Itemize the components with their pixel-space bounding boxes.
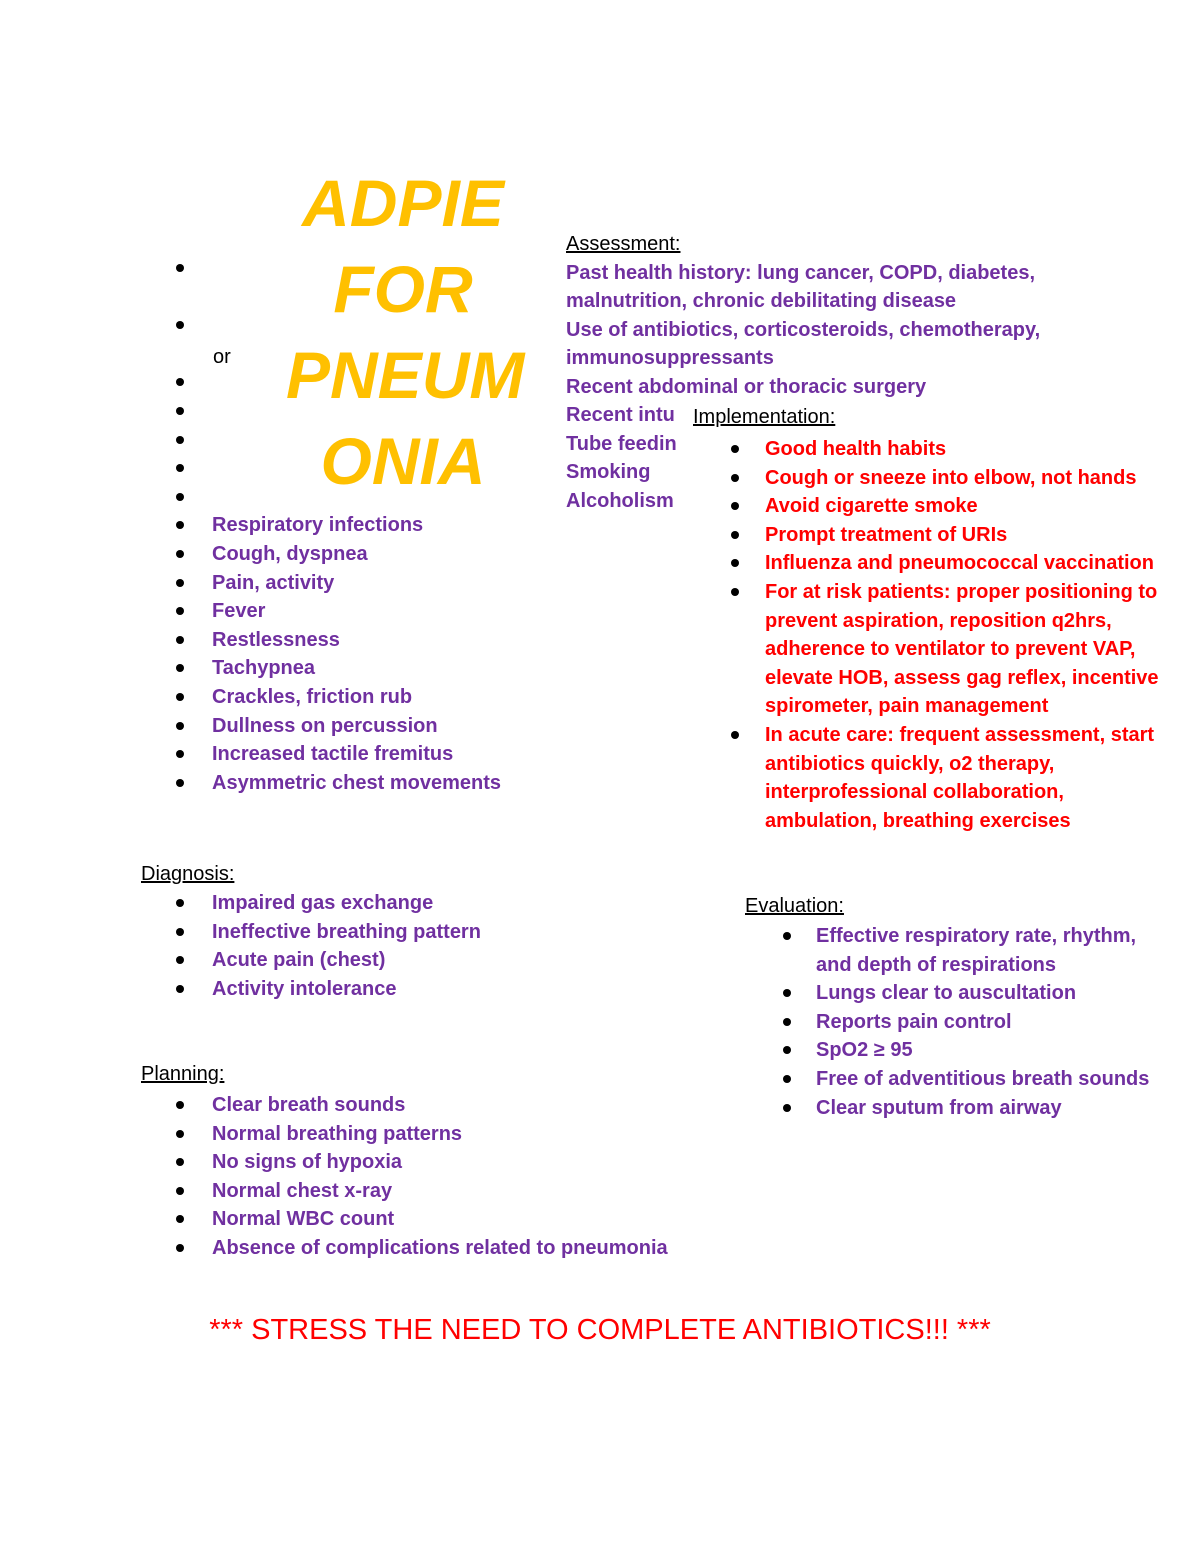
implementation-list xyxy=(731,435,1171,835)
stress-banner: *** STRESS THE NEED TO COMPLETE ANTIBIOTICS!!! *** xyxy=(209,1314,991,1346)
planning-list xyxy=(176,1091,736,1263)
diagnosis-list xyxy=(176,889,736,1003)
list-item: Cough, dyspnea xyxy=(176,540,556,569)
list-item: Impaired gas exchange xyxy=(176,889,736,918)
list-item: Free of adventitious breath sounds xyxy=(783,1065,1163,1094)
list-item: Clear breath sounds xyxy=(176,1091,736,1120)
list-item: Crackles, friction rub xyxy=(176,683,556,712)
list-item: Normal chest x-ray xyxy=(176,1177,736,1206)
assessment-line: Past health history: lung cancer, COPD, diabetes, xyxy=(566,261,1036,284)
list-item: For at risk patients: proper positioning to prevent aspiration, reposition q2hrs, adherence to ventilator to prevent VAP, elevate HOB, assess gag reflex, incentive spirometer, pain management xyxy=(731,578,1171,721)
list-item: Reports pain control xyxy=(783,1008,1163,1037)
implementation-header: Implementation: xyxy=(693,406,836,428)
list-item: Activity intolerance xyxy=(176,975,736,1004)
assessment-line: malnutrition, chronic debilitating disease xyxy=(566,290,957,313)
list-item: No signs of hypoxia xyxy=(176,1148,736,1177)
empty-bullet xyxy=(176,311,556,340)
assessment-line: Smoking xyxy=(566,461,651,484)
assessment-truncated xyxy=(566,401,680,515)
empty-bullet xyxy=(176,426,556,455)
planning-header: Planning: xyxy=(141,1063,225,1085)
list-item: Pain, activity xyxy=(176,569,556,598)
diagnosis-header: Diagnosis: xyxy=(141,863,235,885)
list-item: Lungs clear to auscultation xyxy=(783,979,1163,1008)
assessment-line: Recent abdominal or thoracic surgery xyxy=(566,375,927,398)
list-item: Normal WBC count xyxy=(176,1205,736,1234)
list-item: Prompt treatment of URIs xyxy=(731,521,1171,550)
list-item: In acute care: frequent assessment, start antibiotics quickly, o2 therapy, interprofessional collaboration, ambulation, breathing exercises xyxy=(731,721,1171,835)
list-item: Increased tactile fremitus xyxy=(176,740,556,769)
empty-bullet xyxy=(176,254,556,283)
list-item: Fever xyxy=(176,597,556,626)
title-line: FOR xyxy=(333,252,473,326)
title-line: ADPIE xyxy=(302,166,504,240)
list-item: Cough or sneeze into elbow, not hands xyxy=(731,464,1171,493)
assessment-line: immunosuppressants xyxy=(566,347,774,370)
list-item: Clear sputum from airway xyxy=(783,1094,1163,1123)
list-item: SpO2 ≥ 95 xyxy=(783,1036,1163,1065)
assessment-line: Tube feedin xyxy=(566,432,677,455)
list-item: Influenza and pneumococcal vaccination xyxy=(731,549,1171,578)
list-item: Dullness on percussion xyxy=(176,712,556,741)
assessment-line: Alcoholism xyxy=(566,489,674,512)
evaluation-list xyxy=(783,922,1163,1122)
evaluation-header: Evaluation: xyxy=(745,895,844,917)
title-line: PNEUM xyxy=(286,338,525,412)
list-item: Acute pain (chest) xyxy=(176,946,736,975)
assessment-line: Use of antibiotics, corticosteroids, chemotherapy, xyxy=(566,318,1041,341)
list-item: Asymmetric chest movements xyxy=(176,769,556,798)
symptom-list xyxy=(176,254,556,797)
list-item: Normal breathing patterns xyxy=(176,1120,736,1149)
empty-bullet xyxy=(176,483,556,512)
list-item: Good health habits xyxy=(731,435,1171,464)
list-item: Respiratory infections xyxy=(176,511,556,540)
assessment-header: Assessment: xyxy=(566,233,681,255)
list-item: Tachypnea xyxy=(176,654,556,683)
list-item: Restlessness xyxy=(176,626,556,655)
empty-bullet xyxy=(176,397,556,426)
or-word: or xyxy=(213,346,231,368)
empty-bullet xyxy=(176,368,556,397)
list-item: Avoid cigarette smoke xyxy=(731,492,1171,521)
title-line: ONIA xyxy=(320,424,486,498)
list-item: Effective respiratory rate, rhythm, and depth of respirations xyxy=(783,922,1163,979)
assessment-section xyxy=(566,230,1086,402)
empty-bullet xyxy=(176,454,556,483)
assessment-line: Recent intu xyxy=(566,404,675,426)
list-item: Absence of complications related to pneumonia xyxy=(176,1234,736,1263)
list-item: Ineffective breathing pattern xyxy=(176,918,736,947)
